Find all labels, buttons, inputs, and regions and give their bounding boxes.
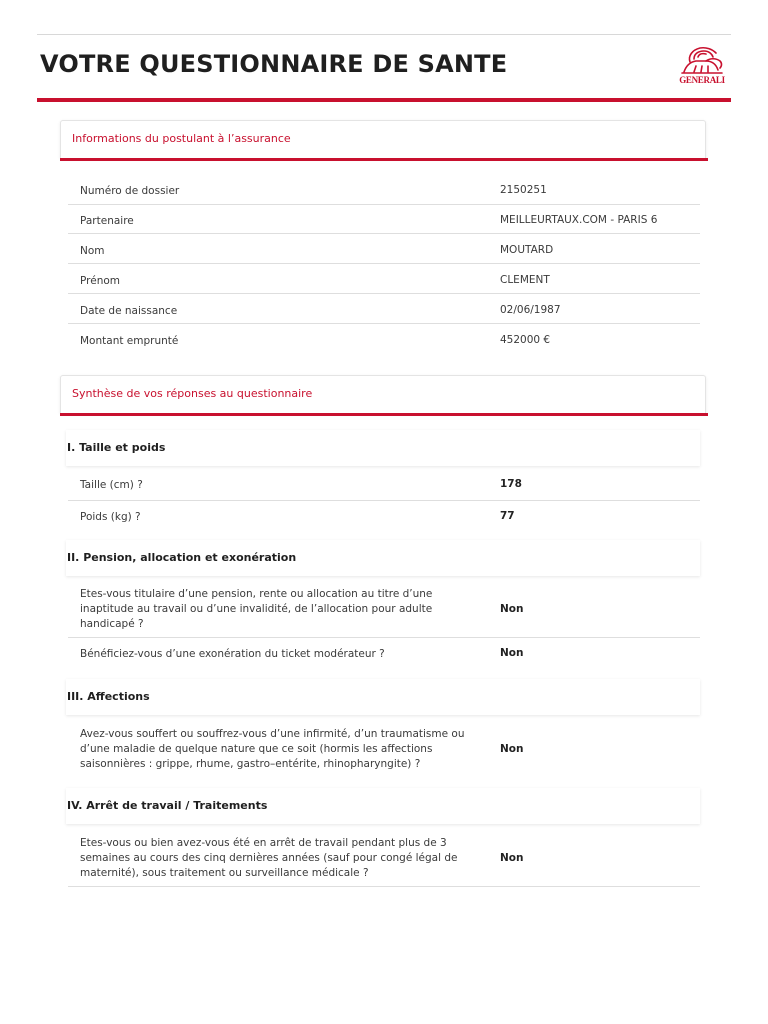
question-text: Etes-vous ou bien avez-vous été en arrêt de travail pendant plus de 3 semaines au cours des cinq dernières années (sauf pour congé légal de maternité), sous traitement ou surveillance médicale ? [80, 837, 458, 879]
header-red-rule [37, 98, 731, 102]
section-header [66, 540, 700, 576]
table-row [68, 470, 700, 501]
row-label: Partenaire [80, 215, 134, 227]
row-label: Prénom [80, 275, 121, 287]
synthesis-panel-title: Synthèse de vos réponses au questionnaire [72, 387, 313, 400]
answer-value: Non [500, 852, 524, 864]
row-value: 02/06/1987 [500, 304, 561, 316]
row-value: CLEMENT [500, 274, 550, 286]
table-row [68, 205, 700, 234]
winged-lion-icon [676, 44, 728, 76]
section-title: III. Affections [67, 690, 150, 703]
section-title: II. Pension, allocation et exonération [67, 551, 297, 564]
question-text: Taille (cm) ? [80, 479, 143, 491]
table-row [68, 294, 700, 324]
table-row [68, 829, 700, 887]
row-value: MEILLEURTAUX.COM - PARIS 6 [500, 214, 658, 226]
table-row [68, 638, 700, 668]
row-label: Montant emprunté [80, 335, 179, 347]
logo-text: GENERALI [679, 75, 725, 85]
answer-value: Non [500, 647, 524, 659]
applicant-panel-rule [60, 158, 708, 161]
table-row [68, 264, 700, 294]
question-text: Avez-vous souffert ou souffrez-vous d’une infirmité, d’un traumatisme ou d’une maladie de quelque nature que ce soit (hormis les affections saisonnières : grippe, rhume, gastro–entérite, rhinopharyngite) ? [80, 728, 465, 770]
answer-value: 178 [500, 478, 522, 490]
row-value: 2150251 [500, 184, 547, 196]
question-text: Bénéficiez-vous d’une exonération du ticket modérateur ? [80, 648, 385, 660]
section-header [66, 430, 700, 466]
table-row [68, 720, 700, 778]
answer-value: Non [500, 743, 524, 755]
row-value: MOUTARD [500, 244, 554, 256]
answer-value: Non [500, 603, 524, 615]
table-row [68, 234, 700, 264]
row-label: Date de naissance [80, 305, 178, 317]
table-row [68, 580, 700, 638]
table-row [68, 176, 700, 205]
section-title: IV. Arrêt de travail / Traitements [67, 799, 268, 812]
table-row [68, 501, 700, 531]
question-text: Etes-vous titulaire d’une pension, rente ou allocation au titre d’une inaptitude au travail ou d’une invalidité, de l’allocation pour adulte handicapé ? [80, 588, 433, 630]
section-header [66, 679, 700, 715]
section-title: I. Taille et poids [67, 441, 166, 454]
row-label: Nom [80, 245, 105, 257]
applicant-panel-header [60, 120, 706, 158]
row-label: Numéro de dossier [80, 185, 180, 197]
answer-value: 77 [500, 510, 515, 522]
top-divider [37, 34, 731, 35]
page-title: VOTRE QUESTIONNAIRE DE SANTE [40, 50, 508, 78]
question-text: Poids (kg) ? [80, 511, 141, 523]
synthesis-panel-header [60, 375, 706, 413]
section-header [66, 788, 700, 824]
table-row [68, 324, 700, 356]
row-value: 452000 € [500, 334, 551, 346]
applicant-panel-title: Informations du postulant à l’assurance [72, 132, 291, 145]
generali-logo [676, 44, 728, 88]
synthesis-panel-rule [60, 413, 708, 416]
